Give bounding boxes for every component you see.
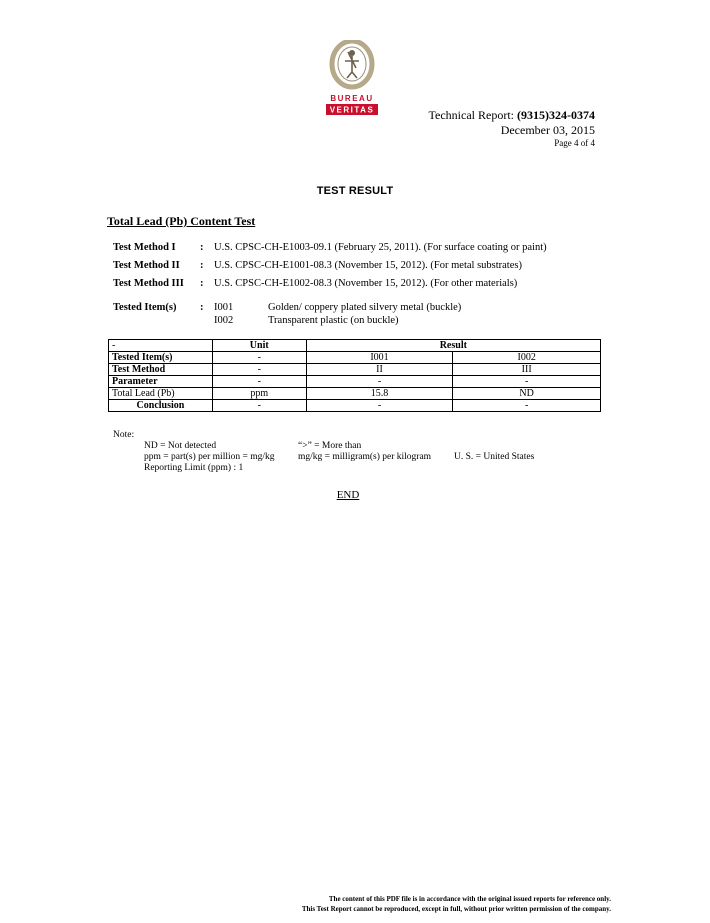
note-mgkg: mg/kg = milligram(s) per kilogram	[298, 452, 432, 462]
row-result-2: -	[453, 400, 601, 412]
method-value: U.S. CPSC-CH-E1003-09.1 (February 25, 2011). (For surface coating or paint)	[214, 242, 547, 253]
row-unit: -	[212, 352, 306, 364]
item-description: Transparent plastic (on buckle)	[268, 315, 399, 326]
svg-text:VERITAS: VERITAS	[329, 105, 375, 115]
footer-line-1: The content of this PDF file is in accordance with the original issued reports for reference only.	[328, 895, 611, 903]
table-row	[109, 376, 601, 388]
page-number: Page 4 of 4	[554, 138, 595, 148]
end-marker: END	[336, 489, 360, 501]
row-result-2: -	[453, 376, 601, 388]
svg-text:BUREAU: BUREAU	[330, 94, 374, 103]
row-result-1: -	[306, 400, 453, 412]
report-number-line	[429, 108, 595, 123]
report-label: Technical Report:	[428, 108, 517, 122]
row-label: Parameter	[109, 376, 213, 388]
method-value: U.S. CPSC-CH-E1001-08.3 (November 15, 2012). (For metal substrates)	[214, 260, 522, 271]
method-colon: :	[200, 278, 204, 289]
note-reporting-limit: Reporting Limit (ppm) : 1	[144, 463, 244, 473]
note-more-than: “>” = More than	[298, 441, 362, 451]
item-code: I002	[214, 315, 234, 326]
note-us: U. S. = United States	[454, 452, 535, 462]
result-table	[108, 339, 601, 412]
row-label: Conclusion	[109, 400, 213, 412]
row-result-1: I001	[306, 352, 453, 364]
row-result-2: I002	[453, 352, 601, 364]
method-colon: :	[200, 242, 204, 253]
method-colon: :	[200, 260, 204, 271]
table-row	[109, 388, 601, 400]
report-date: December 03, 2015	[500, 123, 595, 137]
table-row	[109, 400, 601, 412]
note-ppm: ppm = part(s) per million = mg/kg	[144, 452, 275, 462]
header-result: Result	[306, 340, 600, 352]
method-label: Test Method II	[113, 260, 180, 271]
header-unit: Unit	[212, 340, 306, 352]
section-title: Total Lead (Pb) Content Test	[107, 214, 256, 228]
method-value: U.S. CPSC-CH-E1002-08.3 (November 15, 2012). (For other materials)	[214, 278, 518, 289]
row-result-2: III	[453, 364, 601, 376]
table-header-row	[109, 340, 601, 352]
page-title: TEST RESULT	[316, 185, 394, 197]
row-label: Test Method	[109, 364, 213, 376]
note-nd: ND = Not detected	[144, 441, 217, 451]
row-unit: -	[212, 400, 306, 412]
footer-line-2: This Test Report cannot be reproduced, except in full, without prior written permission of the company.	[301, 905, 611, 913]
row-unit: ppm	[212, 388, 306, 400]
note-title: Note:	[113, 430, 135, 440]
row-label: Tested Item(s)	[109, 352, 213, 364]
table-row	[109, 352, 601, 364]
report-number: (9315)324-0374	[517, 108, 595, 122]
row-result-1: II	[306, 364, 453, 376]
method-label: Test Method III	[113, 278, 184, 289]
row-unit: -	[212, 364, 306, 376]
tested-items-colon: :	[200, 302, 204, 313]
row-result-2: ND	[453, 388, 601, 400]
method-label: Test Method I	[113, 242, 176, 253]
table-row	[109, 364, 601, 376]
header-cell: -	[109, 340, 213, 352]
row-unit: -	[212, 376, 306, 388]
row-result-1: 15.8	[306, 388, 453, 400]
row-result-1: -	[306, 376, 453, 388]
item-code: I001	[214, 302, 234, 313]
item-description: Golden/ coppery plated silvery metal (buckle)	[268, 302, 462, 313]
tested-items-label: Tested Item(s)	[113, 302, 177, 313]
bureau-veritas-logo	[320, 40, 384, 120]
row-label: Total Lead (Pb)	[109, 388, 213, 400]
